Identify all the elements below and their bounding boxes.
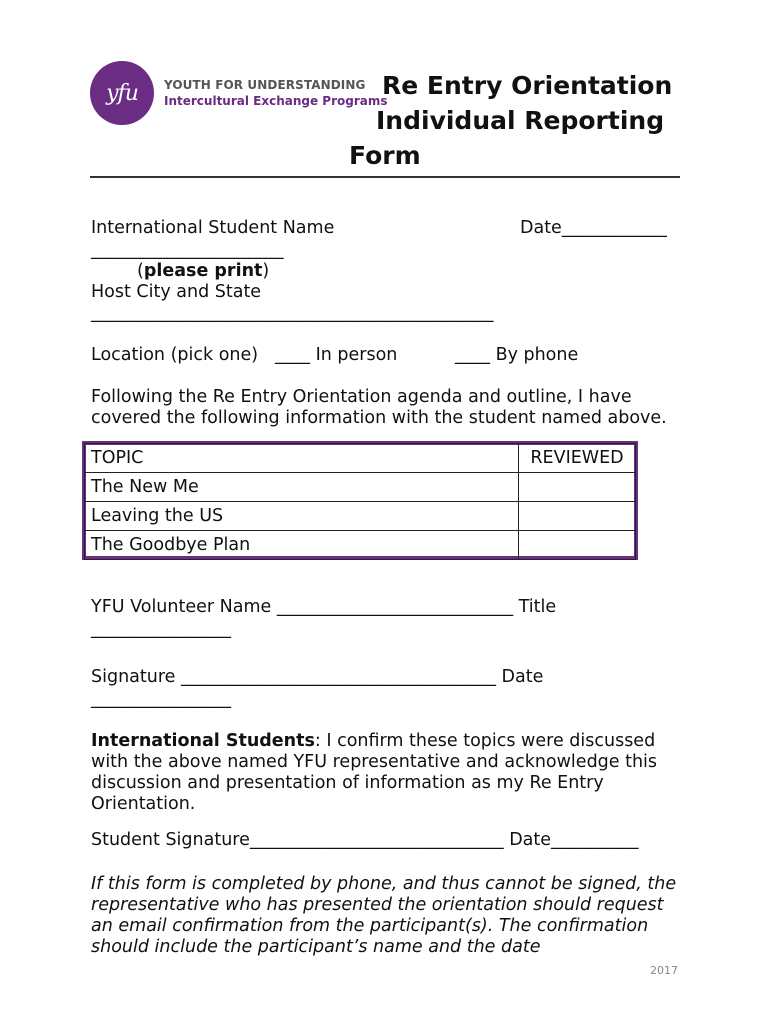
header-divider bbox=[90, 176, 680, 178]
year-label: 2017 bbox=[650, 964, 678, 977]
intro-paragraph: Following the Re Entry Orientation agenda and outline, I have covered the following information with the student named above. bbox=[91, 387, 667, 428]
topic-cell: Leaving the US bbox=[85, 502, 519, 531]
table-header-row bbox=[85, 444, 636, 473]
topic-header: TOPIC bbox=[85, 444, 519, 473]
phone-footnote: If this form is completed by phone, and thus cannot be signed, the representative who has presented the orientation should request an email confirmation from the participant(s). The confirmation should include the participant’s name and the date bbox=[91, 874, 677, 957]
table-row bbox=[85, 473, 636, 502]
form-title-line1: Re Entry Orientation bbox=[382, 71, 673, 100]
table-row bbox=[85, 531, 636, 560]
student-name-label: International Student Name bbox=[91, 218, 335, 238]
by-phone-option[interactable]: ____ By phone bbox=[455, 345, 579, 365]
host-city-label: Host City and State bbox=[91, 282, 262, 302]
topic-cell: The Goodbye Plan bbox=[85, 531, 519, 560]
please-print-note: (please print) bbox=[137, 261, 270, 281]
topic-cell: The New Me bbox=[85, 473, 519, 502]
org-subtitle: Intercultural Exchange Programs bbox=[164, 94, 388, 108]
date-field[interactable]: Date____________ bbox=[520, 218, 667, 238]
yfu-logo: yfu bbox=[90, 61, 154, 125]
student-statement: International Students: I confirm these topics were discussed with the above named YFU representative and acknowledge this discussion and presentation of information as my Re Entry Orientation. bbox=[91, 731, 658, 814]
student-signature-field[interactable]: Student Signature_____________________________ Date__________ bbox=[91, 830, 639, 850]
location-label: Location (pick one) bbox=[91, 345, 259, 365]
form-title-line3: Form bbox=[349, 141, 421, 170]
form-title-line2: Individual Reporting bbox=[376, 106, 665, 135]
student-name-line[interactable]: ______________________ bbox=[91, 240, 284, 260]
volunteer-name-field[interactable]: YFU Volunteer Name ___________________________ Title bbox=[91, 597, 557, 617]
volunteer-date-line[interactable]: ________________ bbox=[91, 689, 231, 709]
table-row bbox=[85, 502, 636, 531]
reviewed-cell[interactable] bbox=[519, 502, 636, 531]
org-name: YOUTH FOR UNDERSTANDING bbox=[164, 78, 366, 92]
volunteer-title-line[interactable]: ________________ bbox=[91, 619, 231, 639]
topics-table bbox=[84, 443, 636, 560]
topics-table-frame bbox=[82, 441, 638, 560]
host-city-line[interactable]: ______________________________________________ bbox=[91, 303, 494, 323]
in-person-option[interactable]: ____ In person bbox=[275, 345, 398, 365]
volunteer-signature-field[interactable]: Signature ____________________________________ Date bbox=[91, 667, 544, 687]
reviewed-cell[interactable] bbox=[519, 473, 636, 502]
reviewed-cell[interactable] bbox=[519, 531, 636, 560]
reviewed-header: REVIEWED bbox=[519, 444, 636, 473]
